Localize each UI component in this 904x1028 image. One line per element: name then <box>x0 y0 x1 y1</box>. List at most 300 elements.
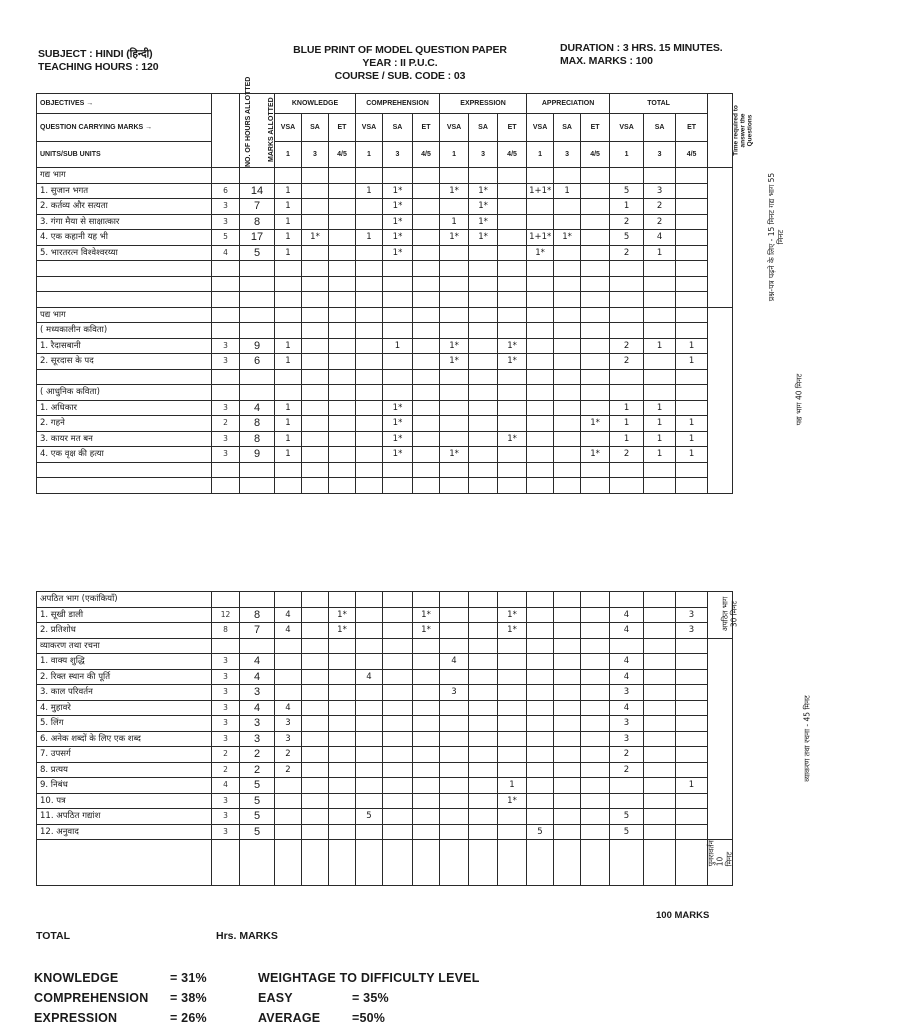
table-cell <box>527 400 554 416</box>
table-cell <box>498 447 527 463</box>
table-cell <box>527 261 554 277</box>
table-cell <box>440 638 469 654</box>
table-cell <box>469 307 498 323</box>
table-cell <box>469 654 498 670</box>
table-cell <box>469 793 498 809</box>
table-cell <box>527 809 554 825</box>
table-cell <box>440 261 469 277</box>
table-cell <box>610 793 644 809</box>
table-cell: 1 <box>356 230 383 246</box>
table-cell: 1* <box>554 230 581 246</box>
table-cell: 5 <box>527 824 554 840</box>
table-cell <box>383 638 413 654</box>
table-cell <box>383 747 413 763</box>
table-cell <box>302 685 329 701</box>
table-row <box>37 654 733 670</box>
table-cell <box>469 809 498 825</box>
table-row <box>37 840 733 886</box>
table-cell: 2 <box>610 338 644 354</box>
table-cell <box>440 385 469 401</box>
table-cell <box>383 669 413 685</box>
table-cell: 4 <box>275 700 302 716</box>
table-cell <box>329 669 356 685</box>
table-cell <box>329 245 356 261</box>
table-cell <box>469 840 498 886</box>
table-cell <box>469 747 498 763</box>
table-cell <box>498 245 527 261</box>
unit-cell: 3. कायर मत बन <box>37 431 212 447</box>
table-cell <box>413 447 440 463</box>
table-cell <box>383 292 413 308</box>
table-cell: 1* <box>498 338 527 354</box>
table-cell <box>302 276 329 292</box>
table-cell: 1 <box>644 338 676 354</box>
unit-cell: 1. वाक्य शुद्धि <box>37 654 212 670</box>
table-row <box>37 338 733 354</box>
table-cell: 8 <box>212 623 240 639</box>
table-cell <box>413 731 440 747</box>
table-cell <box>240 478 275 494</box>
table-cell <box>581 778 610 794</box>
summary-value: = 35% <box>352 991 389 1005</box>
table-cell <box>302 214 329 230</box>
table-cell <box>498 416 527 432</box>
table-cell <box>610 638 644 654</box>
table-cell <box>676 809 708 825</box>
table-cell <box>527 638 554 654</box>
table-cell: 1* <box>440 230 469 246</box>
objective-weightage <box>34 968 207 1028</box>
table-cell <box>440 793 469 809</box>
table-cell <box>302 462 329 478</box>
table-cell <box>498 669 527 685</box>
unit-cell: 4. एक कहानी यह भी <box>37 230 212 246</box>
table-cell <box>644 369 676 385</box>
table-cell <box>329 824 356 840</box>
table-cell: 2 <box>610 762 644 778</box>
unit-cell: 5. भारतरत्न विश्वेश्वरय्या <box>37 245 212 261</box>
table-cell <box>676 462 708 478</box>
table-cell <box>383 731 413 747</box>
table-row <box>37 809 733 825</box>
table-cell: 1* <box>329 607 356 623</box>
table-cell <box>383 592 413 608</box>
table-cell <box>527 840 554 886</box>
table-cell <box>581 840 610 886</box>
time-header <box>708 94 754 168</box>
table-cell <box>498 809 527 825</box>
table-cell <box>554 168 581 184</box>
table-cell: 1+1* <box>527 183 554 199</box>
table-cell: 3 <box>212 809 240 825</box>
table-cell <box>413 824 440 840</box>
table-cell: 1* <box>413 607 440 623</box>
table-cell <box>329 778 356 794</box>
table-cell <box>302 654 329 670</box>
table-cell <box>302 338 329 354</box>
table-cell <box>383 462 413 478</box>
table-cell: 2 <box>212 747 240 763</box>
table-cell <box>356 840 383 886</box>
table-cell: 1* <box>498 607 527 623</box>
table-cell <box>644 276 676 292</box>
table-cell <box>581 261 610 277</box>
table-cell <box>498 400 527 416</box>
table-cell <box>644 462 676 478</box>
table-cell: 1 <box>644 416 676 432</box>
table-cell <box>581 731 610 747</box>
table-cell <box>212 276 240 292</box>
table-cell <box>356 654 383 670</box>
table-cell: 1 <box>610 400 644 416</box>
table-cell <box>644 623 676 639</box>
table-cell <box>413 840 440 886</box>
table-cell <box>644 809 676 825</box>
table-cell <box>610 168 644 184</box>
duration-block <box>560 42 723 68</box>
unit-cell <box>37 261 212 277</box>
table-cell <box>610 323 644 339</box>
table-cell <box>383 369 413 385</box>
table-cell <box>527 214 554 230</box>
table-cell <box>469 716 498 732</box>
table-cell <box>581 685 610 701</box>
table-cell <box>440 168 469 184</box>
year-label: YEAR : II P.U.C. <box>362 57 438 69</box>
table-cell: 3 <box>212 654 240 670</box>
table-cell <box>498 276 527 292</box>
table-cell <box>275 669 302 685</box>
table-cell <box>413 654 440 670</box>
table-cell: 1* <box>383 230 413 246</box>
table-cell: 3 <box>644 183 676 199</box>
marks-per-question-cell: 3 <box>383 142 413 168</box>
table-cell: 3 <box>212 214 240 230</box>
table-cell <box>527 338 554 354</box>
table-cell <box>413 462 440 478</box>
table-cell <box>498 462 527 478</box>
table-cell: 2 <box>610 747 644 763</box>
table-cell: 3 <box>212 400 240 416</box>
table-cell <box>440 307 469 323</box>
marks-per-question-cell: 4/5 <box>581 142 610 168</box>
summary-value: =50% <box>352 1011 386 1025</box>
table-cell <box>275 478 302 494</box>
table-cell <box>440 592 469 608</box>
table-row <box>37 261 733 277</box>
table-cell <box>644 385 676 401</box>
table-cell <box>581 623 610 639</box>
table-cell <box>356 462 383 478</box>
table-cell <box>527 323 554 339</box>
table-cell <box>440 731 469 747</box>
table-cell <box>275 261 302 277</box>
title-block <box>250 44 550 83</box>
table-cell: 1 <box>644 447 676 463</box>
table-cell <box>240 261 275 277</box>
table-cell <box>356 400 383 416</box>
table-cell <box>527 793 554 809</box>
unit-cell: 2. गहने <box>37 416 212 432</box>
subhead-cell: VSA <box>275 114 302 142</box>
unit-cell <box>37 840 212 886</box>
marks-per-question-cell: 3 <box>644 142 676 168</box>
table-cell <box>440 416 469 432</box>
table-cell: 4 <box>275 607 302 623</box>
table-cell <box>554 385 581 401</box>
table-cell <box>554 338 581 354</box>
table-cell <box>527 716 554 732</box>
table-cell <box>440 431 469 447</box>
table-cell <box>302 623 329 639</box>
marks-per-question-cell: 3 <box>469 142 498 168</box>
subhead-cell: SA <box>554 114 581 142</box>
table-cell <box>527 607 554 623</box>
summary-row <box>34 968 207 988</box>
table-cell <box>329 230 356 246</box>
table-cell: 1* <box>440 183 469 199</box>
table-row <box>37 230 733 246</box>
table-cell <box>610 840 644 886</box>
time-note-cell <box>708 840 733 886</box>
table-cell: 1 <box>275 230 302 246</box>
table-cell <box>610 369 644 385</box>
unit-cell: 3. गंगा मैया से साक्षात्कार <box>37 214 212 230</box>
table-cell <box>498 168 527 184</box>
summary-value: = 38% <box>170 991 207 1005</box>
table-row <box>37 638 733 654</box>
table-cell: 2 <box>240 762 275 778</box>
table-cell <box>554 261 581 277</box>
table-cell <box>356 214 383 230</box>
table-cell: 3 <box>212 199 240 215</box>
table-cell: 2 <box>275 762 302 778</box>
table-cell <box>413 199 440 215</box>
table-cell <box>240 592 275 608</box>
table-cell: 4 <box>275 623 302 639</box>
table-cell <box>275 307 302 323</box>
table-cell <box>302 199 329 215</box>
table-cell <box>554 416 581 432</box>
table-cell <box>527 354 554 370</box>
table-cell <box>676 369 708 385</box>
table-cell: 3 <box>440 685 469 701</box>
table-cell: 1 <box>554 183 581 199</box>
table-cell: 9 <box>240 447 275 463</box>
table-cell: 3 <box>212 338 240 354</box>
table-cell <box>383 385 413 401</box>
summary-row <box>258 1008 480 1028</box>
table-cell <box>554 369 581 385</box>
table-cell <box>302 369 329 385</box>
table-cell <box>302 700 329 716</box>
table-cell: 3 <box>275 731 302 747</box>
table-cell: 1* <box>302 230 329 246</box>
table-cell <box>302 478 329 494</box>
table-cell: 3 <box>610 731 644 747</box>
table-cell: 12 <box>212 607 240 623</box>
group-header: EXPRESSION <box>440 94 527 114</box>
table-cell <box>440 478 469 494</box>
subhead-cell: VSA <box>356 114 383 142</box>
unit-cell: 6. अनेक शब्दों के लिए एक शब्द <box>37 731 212 747</box>
table-cell <box>581 592 610 608</box>
objectives-label: OBJECTIVES → <box>37 94 212 114</box>
table-cell <box>676 400 708 416</box>
table-cell <box>644 731 676 747</box>
table-cell <box>527 369 554 385</box>
subhead-cell: VSA <box>527 114 554 142</box>
table-cell <box>469 168 498 184</box>
table-cell: 17 <box>240 230 275 246</box>
table-cell <box>554 700 581 716</box>
table-cell <box>527 276 554 292</box>
table-cell <box>440 809 469 825</box>
table-cell <box>554 623 581 639</box>
table-cell <box>644 700 676 716</box>
table-cell <box>329 462 356 478</box>
group-header: COMPREHENSION <box>356 94 440 114</box>
table-cell: 1 <box>356 183 383 199</box>
table-cell: 1* <box>383 400 413 416</box>
table-cell: 9 <box>240 338 275 354</box>
table-row <box>37 685 733 701</box>
table-cell: 3 <box>610 685 644 701</box>
table-cell <box>554 592 581 608</box>
table-cell <box>554 276 581 292</box>
table-row <box>37 276 733 292</box>
table-cell <box>302 400 329 416</box>
table-cell <box>581 654 610 670</box>
table-cell <box>644 654 676 670</box>
table-cell: 4 <box>240 669 275 685</box>
unit-cell: 1. अधिकार <box>37 400 212 416</box>
marks-per-question-cell: 1 <box>610 142 644 168</box>
table-cell <box>356 261 383 277</box>
table-cell <box>469 638 498 654</box>
table-cell <box>581 716 610 732</box>
table-cell <box>240 307 275 323</box>
table-cell: 6 <box>240 354 275 370</box>
table-cell <box>302 385 329 401</box>
summary-value: = 31% <box>170 971 207 985</box>
table-cell <box>554 214 581 230</box>
table-cell: 1* <box>581 416 610 432</box>
table-cell <box>581 168 610 184</box>
table-cell <box>527 431 554 447</box>
table-cell <box>440 716 469 732</box>
table-cell: 1* <box>469 199 498 215</box>
table-cell <box>383 716 413 732</box>
table-cell <box>275 793 302 809</box>
group-header: APPRECIATION <box>527 94 610 114</box>
table-cell <box>527 731 554 747</box>
table-cell: 1 <box>610 431 644 447</box>
table-cell <box>644 354 676 370</box>
unit-cell <box>37 462 212 478</box>
table-cell: 1* <box>383 199 413 215</box>
table-cell <box>581 607 610 623</box>
table-cell <box>302 824 329 840</box>
table-cell: 2 <box>610 447 644 463</box>
table-row <box>37 400 733 416</box>
table-cell: 3 <box>212 793 240 809</box>
table-cell <box>356 416 383 432</box>
table-cell: 1* <box>498 431 527 447</box>
table-cell: 1 <box>440 214 469 230</box>
table-row <box>37 462 733 478</box>
table-cell: 1 <box>644 400 676 416</box>
table-cell <box>554 654 581 670</box>
table-cell <box>413 168 440 184</box>
table-row <box>37 747 733 763</box>
table-cell <box>498 685 527 701</box>
table-cell <box>527 700 554 716</box>
table-cell <box>212 307 240 323</box>
table-cell <box>610 292 644 308</box>
table-cell <box>383 654 413 670</box>
marks-per-question-cell: 1 <box>275 142 302 168</box>
table-cell <box>676 716 708 732</box>
table-cell <box>644 685 676 701</box>
table-cell <box>356 638 383 654</box>
table-cell <box>383 840 413 886</box>
table-row <box>37 731 733 747</box>
marks-per-question-cell: 3 <box>302 142 329 168</box>
table-cell <box>498 214 527 230</box>
table-cell: 14 <box>240 183 275 199</box>
table-cell <box>329 700 356 716</box>
table-cell: 4 <box>212 778 240 794</box>
table-cell <box>275 292 302 308</box>
table-cell <box>212 292 240 308</box>
table-cell <box>581 462 610 478</box>
table-cell: 8 <box>240 214 275 230</box>
table-cell <box>581 183 610 199</box>
unit-cell: व्याकरण तथा रचना <box>37 638 212 654</box>
table-cell <box>581 431 610 447</box>
table-cell: 3 <box>212 685 240 701</box>
table-cell <box>440 369 469 385</box>
unit-cell: 2. रिक्त स्थान की पूर्ति <box>37 669 212 685</box>
table-cell <box>329 762 356 778</box>
subject-block <box>38 48 159 74</box>
table-cell <box>469 385 498 401</box>
table-row <box>37 778 733 794</box>
table-cell <box>302 809 329 825</box>
table-cell: 1 <box>676 447 708 463</box>
table-cell <box>440 400 469 416</box>
table-row <box>37 385 733 401</box>
table-cell <box>469 623 498 639</box>
table-cell <box>554 716 581 732</box>
table-cell: 1 <box>610 199 644 215</box>
table-cell <box>498 292 527 308</box>
summary-key: EXPRESSION <box>34 1011 118 1025</box>
table-cell: 7 <box>240 199 275 215</box>
summary-row <box>34 1008 207 1028</box>
table-cell <box>329 685 356 701</box>
unit-cell: 1. सुजान भगत <box>37 183 212 199</box>
table-cell <box>440 747 469 763</box>
table-cell <box>329 354 356 370</box>
table-cell <box>240 168 275 184</box>
table-cell <box>610 478 644 494</box>
blueprint-table-bottom <box>36 591 812 886</box>
time-note: व्याकरण तथा रचना - 45 मिनट <box>802 694 812 782</box>
table-row <box>37 762 733 778</box>
table-cell: 3 <box>212 716 240 732</box>
